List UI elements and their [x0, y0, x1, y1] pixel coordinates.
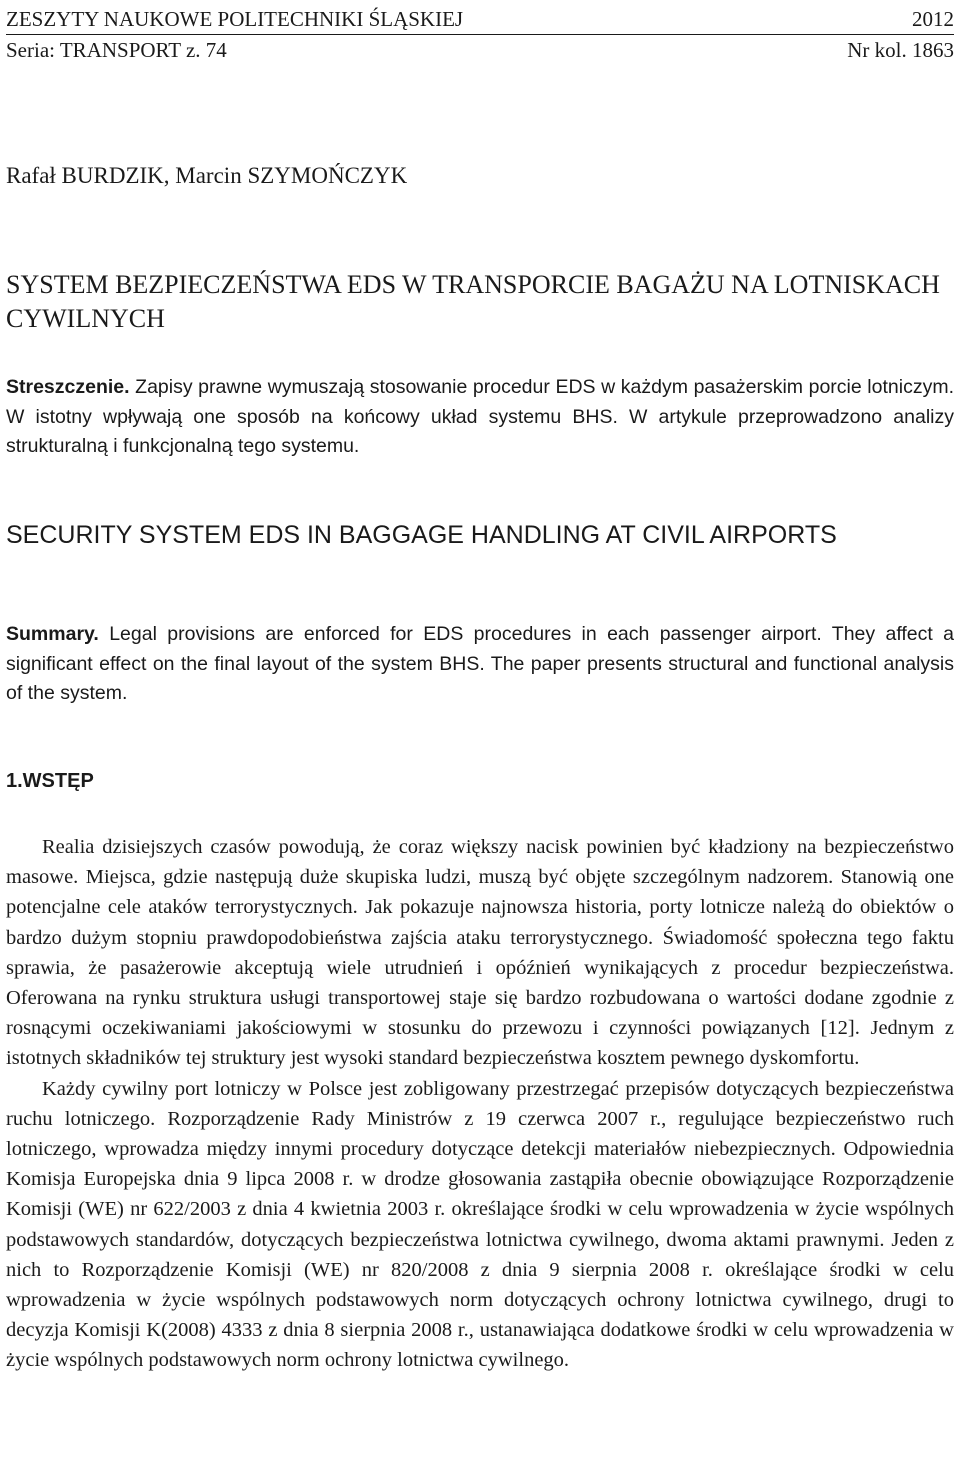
header-row-series [6, 35, 954, 65]
paragraph: Realia dzisiejszych czasów powodują, że coraz większy nacisk powinien być kładziony na bezpieczeństwo masowe. Miejsca, gdzie następują duże skupiska ludzi, muszą być objęte szczególnym nadzorem. Stanowią one potencjalne cele ataków terrorystycznych. Jak pokazuje najnowsza historia, porty lotnicze należą do obiektów o bardzo dużym stopniu prawdopodobieństwa zajścia ataku terrorystycznego. Świadomość społeczna tego faktu sprawia, że pasażerowie akceptują wiele utrudnień i opóźnień wynikających z procedur bezpieczeństwa. Oferowana na rynku struktura usługi transportowej staje się bardzo rozbudowana o wartości dodane zgodnie z rosnącymi oczekiwaniami jakościowymi w stosunku do przewozu i czynności powiązanych [12]. Jednym z istotnych składników tej struktury jest wysoki standard bezpieczeństwa kosztem pewnego dyskomfortu. [6, 836, 954, 1070]
journal-header [6, 0, 954, 65]
title-english: SECURITY SYSTEM EDS IN BAGGAGE HANDLING AT CIVIL AIRPORTS [6, 521, 837, 549]
journal-year: 2012 [912, 7, 954, 31]
section-heading: 1.WSTĘP [6, 770, 94, 792]
abstract-polish [6, 373, 954, 462]
paper-page [6, 0, 954, 1372]
abstract-english [6, 620, 954, 709]
title-polish: SYSTEM BEZPIECZEŃSTWA EDS W TRANSPORCIE BAGAŻU NA LOTNISKACH CYWILNYCH [6, 270, 940, 333]
header-row-journal [6, 0, 954, 35]
body-text [6, 832, 954, 1376]
abstract-english-label: Summary. [6, 623, 99, 645]
journal-name: ZESZYTY NAUKOWE POLITECHNIKI ŚLĄSKIEJ [6, 7, 464, 31]
abstract-english-text: Legal provisions are enforced for EDS procedures in each passenger airport. They affect a significant effect on the final layout of the system BHS. The paper presents structural and functional analysis of the system. [6, 623, 954, 704]
paragraph: Każdy cywilny port lotniczy w Polsce jest zobligowany przestrzegać przepisów dotyczących bezpieczeństwa ruchu lotniczego. Rozporządzenie Rady Ministrów z 19 czerwca 2007 r., regulujące bezpieczeństwo ruch lotniczego, wprowadza między innymi procedury dotyczące detekcji materiałów niebezpiecznych. Odpowiednia Komisja Europejska dnia 9 lipca 2008 r. w drodze głosowania zastąpiła obecnie obowiązujące Rozporządzenie Komisji (WE) nr 622/2003 z dnia 4 kwietnia 2003 r. określające środki w celu wprowadzenia w życie wspólnych podstawowych standardów, dotyczących bezpieczeństwa lotnictwa cywilnego, dwoma aktami prawnymi. Jeden z nich to Rozporządzenie Komisji (WE) nr 820/2008 z dnia 9 sierpnia 2008 r. określające środki w celu wprowadzenia w życie wspólnych podstawowych norm dotyczących ochrony lotnictwa cywilnego, drugi to decyzja Komisji K(2008) 4333 z dnia 8 sierpnia 2008 r., ustanawiająca dodatkowe środki w celu wprowadzenia w życie wspólnych podstawowych norm ochrony lotnictwa cywilnego. [6, 1077, 954, 1372]
journal-number: Nr kol. 1863 [847, 38, 954, 62]
journal-series: Seria: TRANSPORT z. 74 [6, 38, 227, 62]
abstract-polish-text: Zapisy prawne wymuszają stosowanie procedur EDS w każdym pasażerskim porcie lotniczym. W istotny wpływają one sposób na końcowy układ systemu BHS. W artykule przeprowadzono analizy strukturalną i funkcjonalną tego systemu. [6, 376, 954, 457]
abstract-polish-label: Streszczenie. [6, 376, 130, 398]
authors: Rafał BURDZIK, Marcin SZYMOŃCZYK [6, 163, 408, 188]
